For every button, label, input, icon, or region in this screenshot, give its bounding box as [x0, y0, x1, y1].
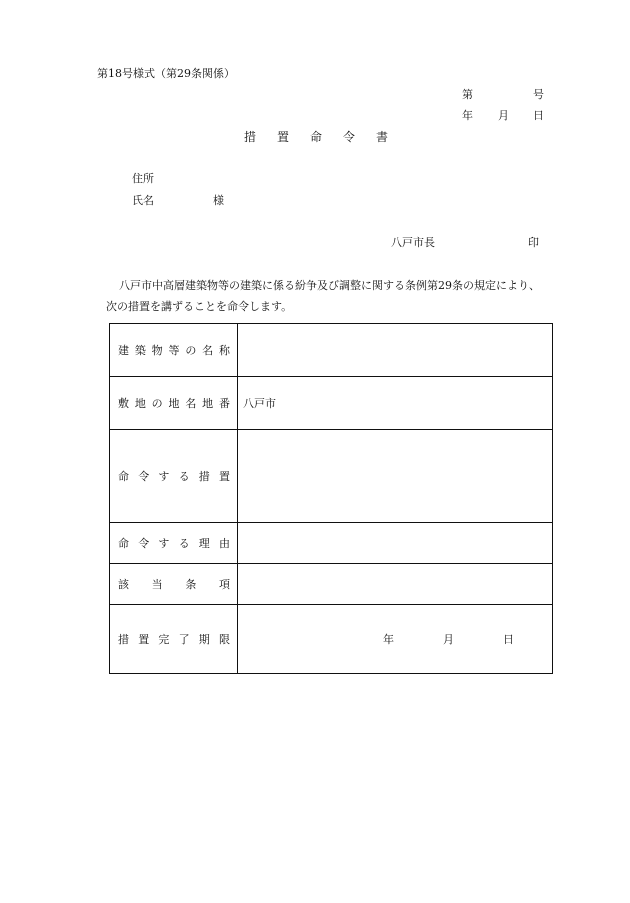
date-day-label: 日 — [533, 109, 544, 122]
body-text-line-2: 次の措置を講ずることを命令します。 — [106, 300, 293, 313]
label-char: の — [185, 344, 197, 357]
table-row — [110, 605, 553, 674]
label-char: の — [151, 397, 163, 410]
label-char: 命 — [118, 470, 129, 483]
deadline-year-label: 年 — [383, 633, 394, 646]
seal-mark: 印 — [528, 236, 539, 249]
document-number-suffix: 号 — [533, 88, 544, 101]
document-number-prefix: 第 — [462, 88, 473, 101]
label-char: 令 — [138, 470, 150, 483]
label-char: 称 — [218, 344, 230, 357]
form-number: 第18号様式（第29条関係） — [97, 67, 235, 80]
label-char: 敷 — [118, 397, 129, 410]
label-char: 条 — [185, 578, 197, 591]
label-char: 地 — [134, 397, 146, 410]
date-month-label: 月 — [498, 109, 509, 122]
label-char: る — [178, 470, 190, 483]
label-char: 番 — [218, 397, 230, 410]
issuer-mayor: 八戸市長 — [391, 236, 435, 249]
label-ordered-measure — [110, 430, 238, 523]
label-char: 該 — [118, 578, 129, 591]
label-char: す — [158, 470, 170, 483]
label-char: 措 — [198, 470, 210, 483]
table-row — [110, 377, 553, 430]
label-char: 措 — [118, 633, 129, 646]
label-char: 命 — [118, 537, 129, 550]
label-char: 理 — [198, 537, 210, 550]
body-text-line-1: 八戸市中高層建築物等の建築に係る紛争及び調整に関する条例第29条の規定により、 — [119, 279, 540, 292]
table-row — [110, 564, 553, 605]
label-char: 由 — [218, 537, 230, 550]
value-applicable-article — [238, 564, 553, 605]
label-applicable-article — [110, 564, 238, 605]
recipient-name-label: 氏名 — [132, 194, 154, 207]
document-title: 措置命令書 — [244, 130, 410, 144]
label-char: 地 — [202, 397, 214, 410]
label-building-name — [110, 324, 238, 377]
deadline-day-label: 日 — [503, 633, 514, 646]
recipient-honorific: 様 — [213, 194, 224, 207]
label-char: 置 — [138, 633, 150, 646]
label-char: 完 — [158, 633, 170, 646]
label-char: 当 — [151, 578, 163, 591]
label-char: 等 — [168, 344, 180, 357]
table-row — [110, 430, 553, 523]
value-order-reason — [238, 523, 553, 564]
label-char: 期 — [198, 633, 210, 646]
label-char: 項 — [218, 578, 230, 591]
table-row — [110, 324, 553, 377]
label-char: る — [178, 537, 190, 550]
label-order-reason — [110, 523, 238, 564]
label-char: す — [158, 537, 170, 550]
table-row — [110, 523, 553, 564]
label-char: 名 — [185, 397, 197, 410]
value-site-lot: 八戸市 — [238, 377, 553, 430]
date-year-label: 年 — [462, 109, 473, 122]
value-completion-deadline — [238, 605, 553, 674]
label-char: 令 — [138, 537, 150, 550]
label-char: 置 — [218, 470, 230, 483]
order-table — [109, 323, 553, 674]
label-completion-deadline — [110, 605, 238, 674]
label-char: 建 — [118, 344, 129, 357]
value-ordered-measure — [238, 430, 553, 523]
value-building-name — [238, 324, 553, 377]
label-char: 築 — [134, 344, 146, 357]
label-char: 地 — [168, 397, 180, 410]
deadline-month-label: 月 — [443, 633, 454, 646]
label-char: 名 — [202, 344, 214, 357]
label-char: 了 — [178, 633, 190, 646]
label-char: 物 — [151, 344, 163, 357]
label-site-lot — [110, 377, 238, 430]
label-char: 限 — [218, 633, 230, 646]
recipient-address-label: 住所 — [132, 172, 154, 185]
